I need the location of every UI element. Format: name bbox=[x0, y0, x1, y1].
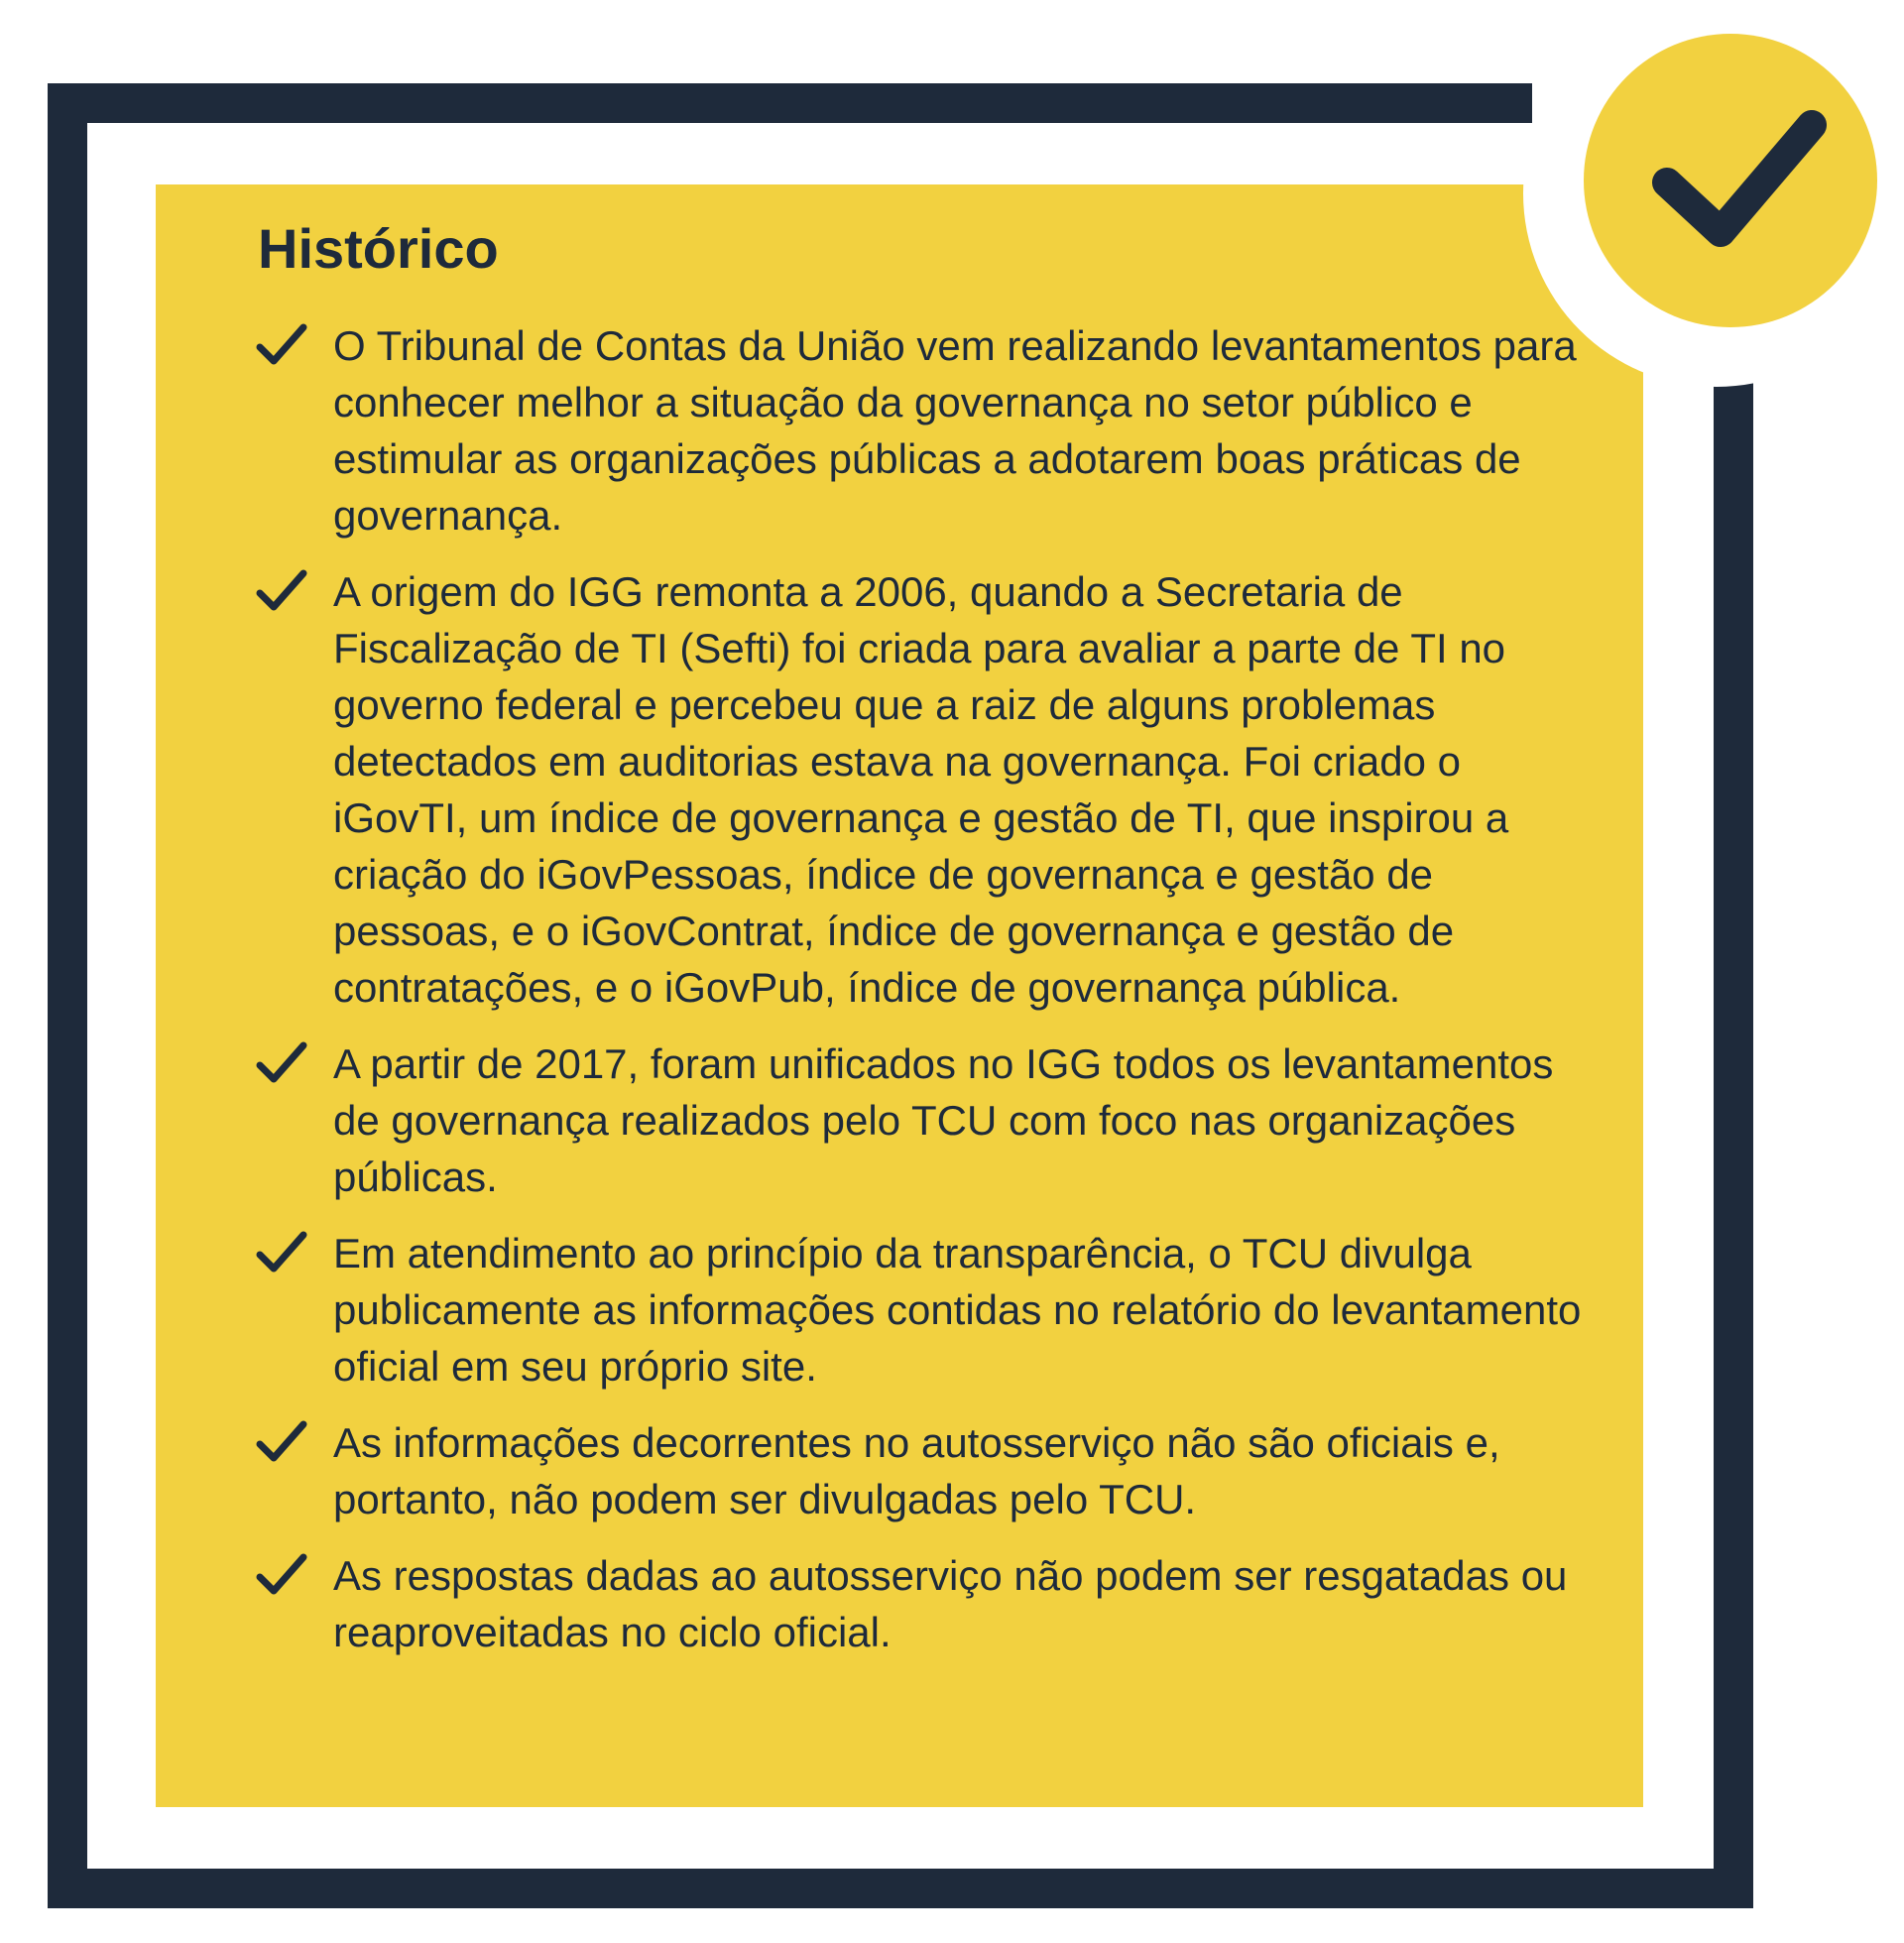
list-item-text: As respostas dadas ao autosserviço não podem ser resgatadas ou reaproveitadas no ciclo oficial. bbox=[333, 1551, 1568, 1655]
list-item bbox=[256, 1225, 1595, 1395]
list-item-text: Em atendimento ao princípio da transparência, o TCU divulga publicamente as informações contidas no relatório do levantamento oficial em seu próprio site. bbox=[333, 1229, 1582, 1390]
list-item bbox=[256, 1414, 1595, 1527]
badge bbox=[1584, 34, 1877, 327]
check-icon bbox=[256, 1551, 307, 1599]
list-item bbox=[256, 1547, 1595, 1660]
list-item-text: A origem do IGG remonta a 2006, quando a Secretaria de Fiscalização de TI (Sefti) foi criada para avaliar a parte de TI no governo federal e percebeu que a raiz de alguns problemas detectados em auditorias estava na governança. Foi criado o iGovTI, um índice de governança e gestão de TI, que inspirou a criação do iGovPessoas, índice de governança e gestão de pessoas, e o iGovContrat, índice de governança e gestão de contratações, e o iGovPub, índice de governança pública. bbox=[333, 567, 1509, 1011]
page-title: Histórico bbox=[258, 217, 499, 280]
check-icon bbox=[256, 321, 307, 369]
item-list bbox=[256, 317, 1595, 1660]
list-item bbox=[256, 317, 1595, 544]
list-item-text: O Tribunal de Contas da União vem realizando levantamentos para conhecer melhor a situação da governança no setor público e estimular as organizações públicas a adotarem boas práticas de governança. bbox=[333, 321, 1577, 539]
check-icon bbox=[256, 1039, 307, 1087]
check-icon bbox=[256, 1229, 307, 1276]
check-icon bbox=[256, 567, 307, 615]
check-icon bbox=[256, 1418, 307, 1466]
list-item bbox=[256, 563, 1595, 1016]
checkmark-icon bbox=[1584, 34, 1877, 327]
list-item bbox=[256, 1035, 1595, 1205]
list-item-text: A partir de 2017, foram unificados no IGG todos os levantamentos de governança realizados pelo TCU com foco nas organizações públicas. bbox=[333, 1039, 1554, 1200]
list-item-text: As informações decorrentes no autosserviço não são oficiais e, portanto, não podem ser divulgadas pelo TCU. bbox=[333, 1418, 1500, 1522]
content bbox=[256, 218, 1595, 1680]
